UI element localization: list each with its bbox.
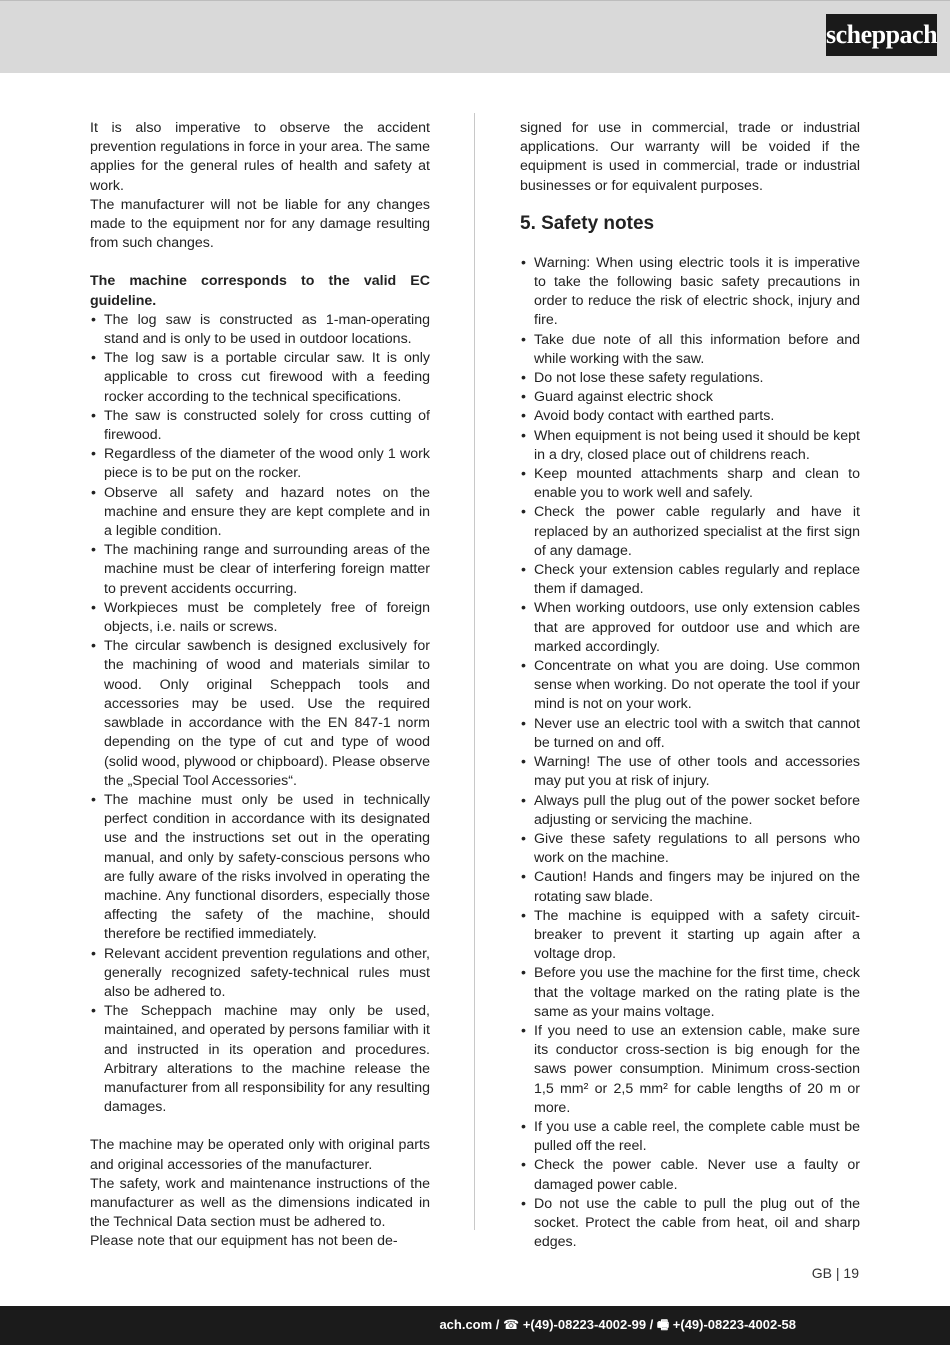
intro-paragraph: The manufacturer will not be liable for any changes made to the equipment nor for any damage resulting from such changes. xyxy=(90,196,430,252)
section-title: 5. Safety notes xyxy=(520,212,655,234)
column-divider xyxy=(474,113,475,1230)
list-item: • The log saw is constructed as 1-man-operating stand and is only to be used in outdoor locations. xyxy=(90,311,430,349)
footer-contact-info: ach.com / ☎ +(49)-08223-4002-99 / 🖷 +(49)-08223-4002-58 xyxy=(439,1317,796,1332)
usage-bullet-list xyxy=(90,311,430,1118)
list-item: • Do not use the cable to pull the plug out of the socket. Protect the cable from heat, oil and sharp edges. xyxy=(520,1195,860,1253)
list-item: • Caution! Hands and fingers may be injured on the rotating saw blade. xyxy=(520,868,860,906)
list-item: • The machine is equipped with a safety circuit-breaker to prevent it starting up again after a voltage drop. xyxy=(520,907,860,965)
list-item: • Warning! The use of other tools and accessories may put you at risk of injury. xyxy=(520,753,860,791)
list-item: • Check the power cable. Never use a faulty or damaged power cable. xyxy=(520,1156,860,1194)
list-item: • Guard against electric shock xyxy=(520,388,860,407)
closing-paragraph: The machine may be operated only with original parts and original accessories of the manufacturer. xyxy=(90,1137,430,1173)
list-item: • Never use an electric tool with a switch that cannot be turned on and off. xyxy=(520,715,860,753)
intro-paragraph: It is also imperative to observe the accident prevention regulations in force in your area. The same applies for the general rules of health and safety at work. xyxy=(90,120,430,194)
list-item: • If you use a cable reel, the complete cable must be pulled off the reel. xyxy=(520,1118,860,1156)
page-number: GB | 19 xyxy=(811,1265,859,1281)
list-item: • Check your extension cables regularly and replace them if damaged. xyxy=(520,561,860,599)
list-item: • The circular sawbench is designed exclusively for the machining of wood and materials similar to wood. Only original Scheppach tools and accessories may be used. Use the required sawblade in accordance with the EN 847-1 norm depending on the type of cut and type of wood (solid wood, plywood or chipboard). Please observe the „Special Tool Accessories“. xyxy=(90,637,430,791)
list-item: • The machine must only be used in technically perfect condition in accordance with its designated use and the instructions set out in the operating manual, and only by safety-conscious persons who are fully aware of the risks involved in operating the machine. Any functional disorders, especially those affecting the safety of the machine, should therefore be rectified immediately. xyxy=(90,791,430,945)
ec-guideline-heading: The machine corresponds to the valid EC guideline. xyxy=(90,273,430,309)
list-item: • Observe all safety and hazard notes on the machine and ensure they are kept complete and in a legible condition. xyxy=(90,484,430,542)
safety-bullet-list xyxy=(520,254,860,1253)
list-item: • Always pull the plug out of the power socket before adjusting or servicing the machine. xyxy=(520,792,860,830)
list-item: • Workpieces must be completely free of foreign objects, i.e. nails or screws. xyxy=(90,599,430,637)
closing-paragraph: The safety, work and maintenance instructions of the manufacturer as well as the dimensions indicated in the Technical Data section must be adhered to. xyxy=(90,1175,430,1231)
scheppach-logo: scheppach xyxy=(826,14,937,56)
list-item: • If you need to use an extension cable, make sure its conductor cross-section is big enough for the saws power consumption. Minimum cross-section 1,5 mm² or 2,5 mm² for cable lengths of 20 m or more. xyxy=(520,1022,860,1118)
list-item: • Regardless of the diameter of the wood only 1 work piece is to be put on the rocker. xyxy=(90,445,430,483)
list-item: • Give these safety regulations to all persons who work on the machine. xyxy=(520,830,860,868)
footer-bar xyxy=(0,1306,950,1345)
list-item: • Before you use the machine for the first time, check that the voltage marked on the rating plate is the same as your mains voltage. xyxy=(520,964,860,1022)
list-item: • Take due note of all this information before and while working with the saw. xyxy=(520,331,860,369)
list-item: • When working outdoors, use only extension cables that are approved for outdoor use and which are marked accordingly. xyxy=(520,599,860,657)
header-bar xyxy=(0,0,950,73)
list-item: • Concentrate on what you are doing. Use common sense when working. Do not operate the tool if your mind is not on your work. xyxy=(520,657,860,715)
list-item: • When equipment is not being used it should be kept in a dry, closed place out of childrens reach. xyxy=(520,427,860,465)
list-item: • The saw is constructed solely for cross cutting of firewood. xyxy=(90,407,430,445)
list-item: • The Scheppach machine may only be used, maintained, and operated by persons familiar with it and instructed in its operation and procedures. Arbitrary alterations to the machine release the manufacturer from all responsibility for any resulting damages. xyxy=(90,1002,430,1117)
list-item: • Warning: When using electric tools it is imperative to take the following basic safety precautions in order to reduce the risk of electric shock, injury and fire. xyxy=(520,254,860,331)
left-column xyxy=(90,119,430,1252)
list-item: • Check the power cable regularly and have it replaced by an authorized specialist at the first sign of any damage. xyxy=(520,503,860,561)
list-item: • Keep mounted attachments sharp and clean to enable you to work well and safely. xyxy=(520,465,860,503)
closing-paragraph: Please note that our equipment has not been de- xyxy=(90,1233,398,1250)
list-item: • The machining range and surrounding areas of the machine must be clear of interfering foreign matter to prevent accidents occurring. xyxy=(90,541,430,599)
list-item: • The log saw is a portable circular saw. It is only applicable to cross cut firewood with a feeding rocker according to the technical specifications. xyxy=(90,349,430,407)
list-item: • Relevant accident prevention regulations and other, generally recognized safety-technical rules must also be adhered to. xyxy=(90,945,430,1003)
right-column xyxy=(520,119,860,1252)
list-item: • Do not lose these safety regulations. xyxy=(520,369,860,388)
continuation-paragraph: signed for use in commercial, trade or industrial applications. Our warranty will be voided if the equipment is used in commercial, trade or industrial businesses or for equivalent purposes. xyxy=(520,120,860,194)
list-item: • Avoid body contact with earthed parts. xyxy=(520,407,860,426)
